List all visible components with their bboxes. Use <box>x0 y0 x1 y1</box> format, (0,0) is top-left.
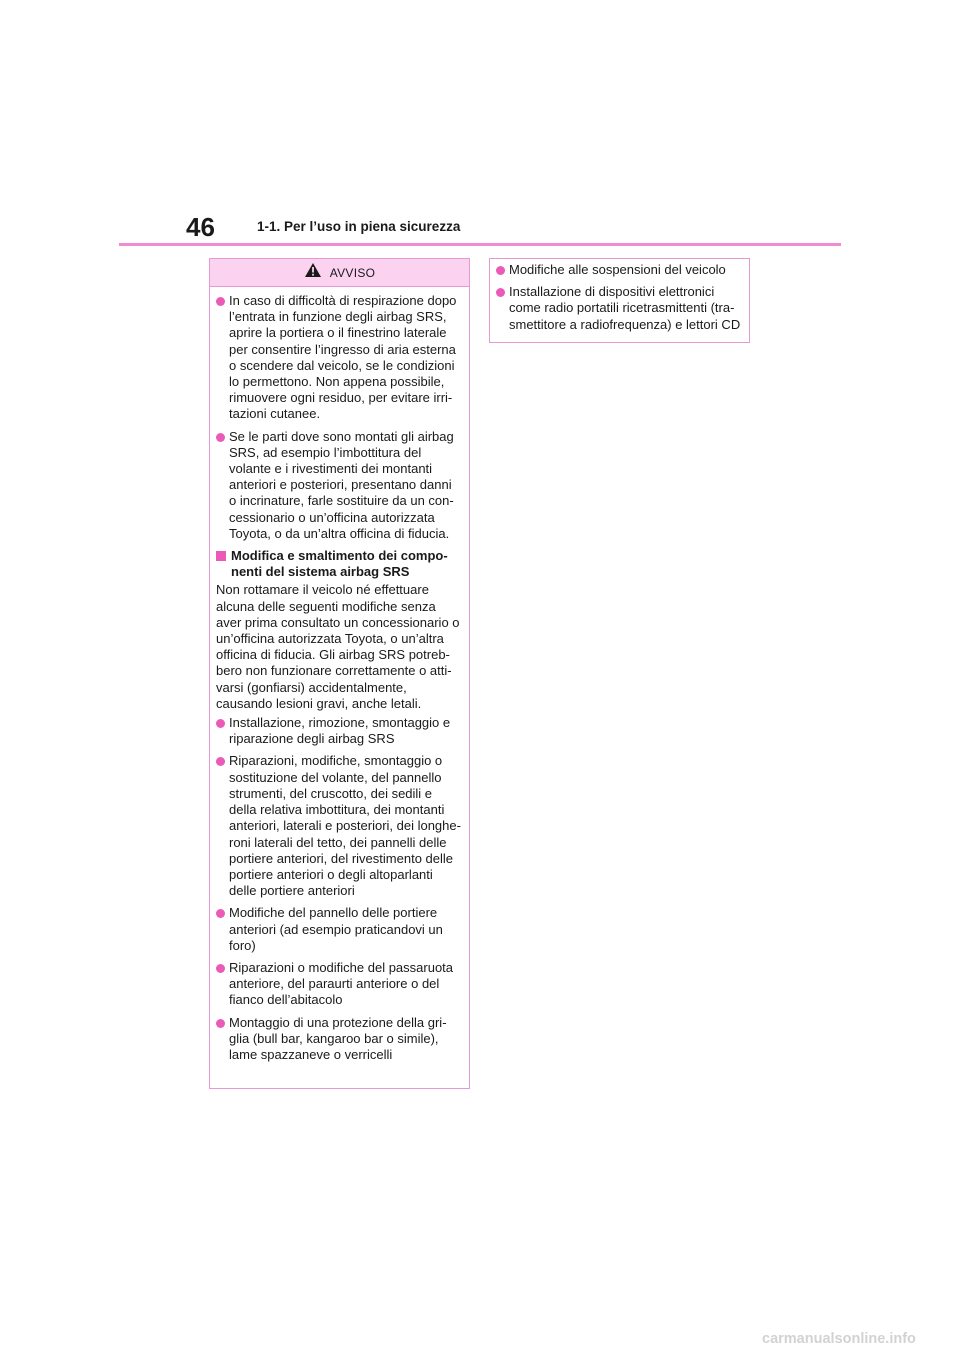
bullet-icon <box>216 719 225 728</box>
watermark: carmanualsonline.info <box>762 1331 916 1347</box>
modification-item-text: Installazione, rimozione, smontaggio e riparazione degli airbag SRS <box>229 715 451 747</box>
bullet-icon <box>216 433 225 442</box>
modification-item <box>216 960 463 1009</box>
subheading-text: Modifica e smaltimento dei compo- nenti del sistema airbag SRS <box>231 548 448 580</box>
bullet-icon <box>496 288 505 297</box>
warning-box <box>209 258 470 1089</box>
subheading <box>216 548 463 580</box>
modification-item-text: Modifiche del pannello delle portiere anteriori (ad esempio praticandovi un foro) <box>229 905 443 953</box>
bullet-icon <box>496 266 505 275</box>
bullet-icon <box>216 757 225 766</box>
warning-title: AVVISO <box>329 265 376 280</box>
modification-item <box>216 715 463 747</box>
continued-warning-box <box>489 258 750 343</box>
warning-triangle-icon <box>304 262 322 282</box>
warning-item <box>216 293 463 423</box>
modification-item <box>216 1015 463 1064</box>
header-rule <box>119 243 841 246</box>
modification-item <box>496 284 743 333</box>
warning-paragraph: Non rottamare il veicolo né effettuare alcuna delle seguenti modifiche senza aver prima consultato un concessionario o un’officina autorizzata Toyota, o un’altra officina di fiducia. Gli airbag SRS potreb- bero non funzionare correttamente o atti- varsi (gonfiarsi) accidentalmente, causando lesioni gravi, anche letali. <box>216 582 460 711</box>
modification-item <box>496 262 743 278</box>
modification-item <box>216 905 463 954</box>
modification-item-text: Modifiche alle sospensioni del veicolo <box>509 262 726 277</box>
bullet-icon <box>216 297 225 306</box>
bullet-icon <box>216 1019 225 1028</box>
modification-item-text: Installazione di dispositivi elettronici come radio portatili ricetrasmittenti (tra- smettitore a radiofrequenza) e lettori CD <box>509 284 741 332</box>
section-title: 1-1. Per l’uso in piena sicurezza <box>257 219 461 234</box>
warning-item <box>216 429 463 542</box>
warning-item-text: Se le parti dove sono montati gli airbag SRS, ad esempio l’imbottitura del volante e i rivestimenti dei montanti anteriori e posteriori, presentano danni o incrinature, farle sostituire da un con- cessionario o un’officina autorizzata Toyota, o da un’altra officina di fiducia. <box>229 428 454 541</box>
bullet-icon <box>216 964 225 973</box>
bullet-icon <box>216 909 225 918</box>
warning-item-text: In caso di difficoltà di respirazione dopo l’entrata in funzione degli airbag SRS, aprire la portiera o il finestrino laterale per consentire l’ingresso di aria esterna o scendere dal veicolo, se le condizioni lo permettono. Non appena possibile, rimuovere ogni residuo, per evitare irri- tazioni cutanee. <box>229 293 457 422</box>
warning-header <box>210 259 469 287</box>
modification-item-text: Riparazioni o modifiche del passaruota anteriore, del paraurti anteriore o del fianco dell’abitacolo <box>229 959 454 1008</box>
modification-item-text: Riparazioni, modifiche, smontaggio o sostituzione del volante, del pannello strumenti, del cruscotto, dei sedili e della relativa imbottitura, dei montanti anteriori, laterali e posteriori, dei longhe- roni laterali del tetto, dei pannelli delle portiere anteriori, del rivestimento delle portiere anteriori o degli altoparlanti delle portiere anteriori <box>229 753 461 899</box>
modification-item <box>216 753 463 899</box>
square-bullet-icon <box>216 551 226 561</box>
page-number: 46 <box>186 212 215 242</box>
modification-item-text: Montaggio di una protezione della gri- glia (bull bar, kangaroo bar o simile), lame spazzaneve o verricelli <box>229 1014 447 1062</box>
